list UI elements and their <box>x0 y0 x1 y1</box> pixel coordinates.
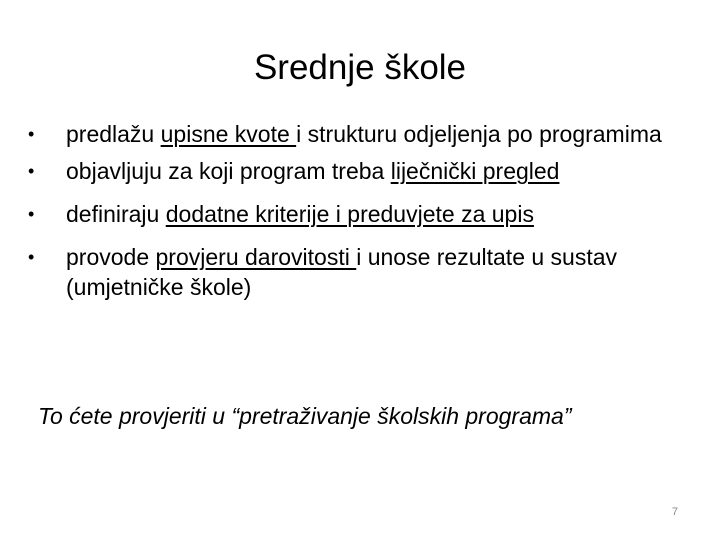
page-number: 7 <box>671 506 678 518</box>
bullet-text: i unose rezultate u sustav (umjetničke škole) <box>66 244 618 300</box>
bullet-icon: • <box>28 247 35 267</box>
provjera-darovitosti-link[interactable]: provjeru darovitosti <box>155 244 357 270</box>
bullet-list <box>26 119 694 309</box>
upisne-kvote-link[interactable]: upisne kvote <box>160 121 297 147</box>
bullet-text: i strukturu odjeljenja po programima <box>296 121 662 147</box>
lijecnicki-pregled-link[interactable]: liječnički pregled <box>390 158 560 184</box>
bullet-icon: • <box>28 124 35 144</box>
slide-title: Srednje škole <box>253 48 467 87</box>
bullet-icon: • <box>28 161 35 181</box>
bullet-item <box>26 119 694 149</box>
bullet-item <box>26 199 694 229</box>
bullet-item <box>26 156 694 186</box>
dodatni-kriteriji-link[interactable]: dodatne kriterije i preduvjete za upis <box>165 201 534 227</box>
bullet-text: objavljuju za koji program treba <box>66 158 391 184</box>
bullet-item <box>26 242 694 302</box>
bullet-icon: • <box>28 204 35 224</box>
bullet-text: definiraju <box>66 201 166 227</box>
note-text: To ćete provjeriti u “pretraživanje školskih programa” <box>38 403 572 429</box>
bullet-text: provode <box>66 244 156 270</box>
bullet-text: predlažu <box>66 121 161 147</box>
